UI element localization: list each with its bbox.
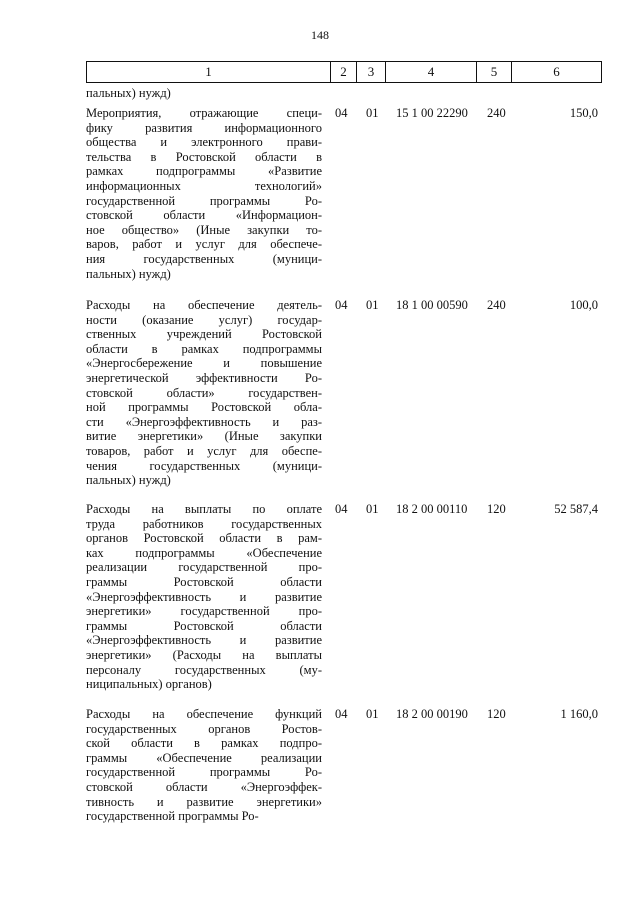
subsection-code: 01 — [366, 106, 379, 120]
header-col-6: 6 — [553, 64, 560, 79]
description-line: общества и электронного прави- — [86, 135, 322, 150]
row-description — [86, 502, 322, 692]
description-line: пальных) нужд) — [86, 473, 171, 488]
description-line: товаров, работ и услуг для обеспе- — [86, 443, 322, 458]
amount-value: 100,0 — [569, 298, 598, 312]
amount-value: 1 160,0 — [560, 707, 598, 721]
description-line: граммы «Обеспечение реализации — [86, 750, 322, 765]
target-article-code: 18 1 00 00590 — [396, 298, 468, 312]
page-number: 148 — [311, 28, 329, 42]
subsection-code: 01 — [366, 502, 379, 516]
description-line: стовской области «Информацион- — [86, 208, 322, 223]
description-line: энергетики» (Расходы на выплаты — [86, 647, 322, 662]
section-code: 04 — [335, 707, 348, 721]
description-line: ния государственных (муници- — [86, 251, 322, 266]
target-article-code: 18 2 00 00190 — [396, 707, 468, 721]
description-line: ниципальных) органов) — [86, 677, 212, 692]
description-line: тельства в Ростовской области в — [86, 149, 322, 164]
description-line: «Энергосбережение и повышение — [86, 356, 322, 371]
table-row — [86, 298, 602, 488]
row-values — [86, 502, 602, 518]
description-line: труда работников государственных — [86, 516, 322, 531]
description-line: государственной программы Ро- — [86, 809, 259, 824]
description-line: персоналу государственных (му- — [86, 662, 322, 677]
description-line: «Энергоэффективность и развитие — [86, 589, 322, 604]
description-line: фику развития информационного — [86, 120, 322, 135]
description-line: государственной программы Ро- — [86, 193, 322, 208]
description-line: Мероприятия, отражающие специ- — [86, 106, 322, 120]
description-line: чения государственных (муници- — [86, 458, 322, 473]
table-row — [86, 502, 602, 692]
amount-value: 52 587,4 — [554, 502, 598, 516]
description-line: реализации государственной про- — [86, 560, 322, 575]
description-line: информационных технологий» — [86, 178, 322, 193]
row-description — [86, 106, 322, 281]
description-line: рамках подпрограммы «Развитие — [86, 164, 322, 179]
continuation-text: пальных) нужд) — [86, 86, 171, 100]
row-description — [86, 298, 322, 488]
description-line: витие энергетики» (Иные закупки — [86, 429, 322, 444]
table-header-row — [86, 61, 602, 83]
description-line: области в рамках подпрограммы — [86, 341, 322, 356]
expense-type-code: 120 — [487, 502, 506, 516]
subsection-code: 01 — [366, 298, 379, 312]
description-line: ное общество» (Иные закупки то- — [86, 222, 322, 237]
description-line: ской области в рамках подпро- — [86, 736, 322, 751]
expense-type-code: 240 — [487, 298, 506, 312]
description-line: ственных учреждений Ростовской — [86, 327, 322, 342]
subsection-code: 01 — [366, 707, 379, 721]
description-line: «Энергоэффективность и развитие — [86, 633, 322, 648]
header-col-3: 3 — [357, 62, 386, 82]
description-line: тивность и развитие энергетики» — [86, 794, 322, 809]
description-line: ности (оказание услуг) государ- — [86, 312, 322, 327]
description-line: граммы Ростовской области — [86, 618, 322, 633]
section-code: 04 — [335, 106, 348, 120]
description-line: стовской области» государствен- — [86, 385, 322, 400]
description-line: варов, работ и услуг для обеспече- — [86, 237, 322, 252]
description-line: Расходы на обеспечение функций — [86, 707, 322, 721]
target-article-code: 18 2 00 00110 — [396, 502, 468, 516]
description-line: государственной программы Ро- — [86, 765, 322, 780]
description-line: энергетической эффективности Ро- — [86, 370, 322, 385]
section-code: 04 — [335, 502, 348, 516]
description-line: энергетики» государственной про- — [86, 604, 322, 619]
budget-table — [86, 61, 602, 83]
description-line: пальных) нужд) — [86, 266, 171, 281]
section-code: 04 — [335, 298, 348, 312]
row-values — [86, 106, 602, 122]
description-line: ках подпрограммы «Обеспечение — [86, 545, 322, 560]
header-col-4: 4 — [386, 62, 477, 82]
table-row — [86, 106, 602, 281]
amount-value: 150,0 — [569, 106, 598, 120]
description-line: сти «Энергоэффективность и раз- — [86, 414, 322, 429]
description-line: ной программы Ростовской обла- — [86, 400, 322, 415]
target-article-code: 15 1 00 22290 — [396, 106, 468, 120]
header-col-2: 2 — [331, 62, 357, 82]
expense-type-code: 240 — [487, 106, 506, 120]
row-description — [86, 707, 322, 824]
description-line: граммы Ростовской области — [86, 574, 322, 589]
description-line: Расходы на обеспечение деятель- — [86, 298, 322, 312]
table-row — [86, 707, 602, 824]
row-values — [86, 298, 602, 314]
description-line: государственных органов Ростов- — [86, 721, 322, 736]
row-values — [86, 707, 602, 723]
description-line: органов Ростовской области в рам- — [86, 531, 322, 546]
header-col-5: 5 — [477, 62, 512, 82]
description-line: стовской области «Энергоэффек- — [86, 779, 322, 794]
description-line: Расходы на выплаты по оплате — [86, 502, 322, 516]
expense-type-code: 120 — [487, 707, 506, 721]
header-col-1: 1 — [87, 62, 331, 82]
